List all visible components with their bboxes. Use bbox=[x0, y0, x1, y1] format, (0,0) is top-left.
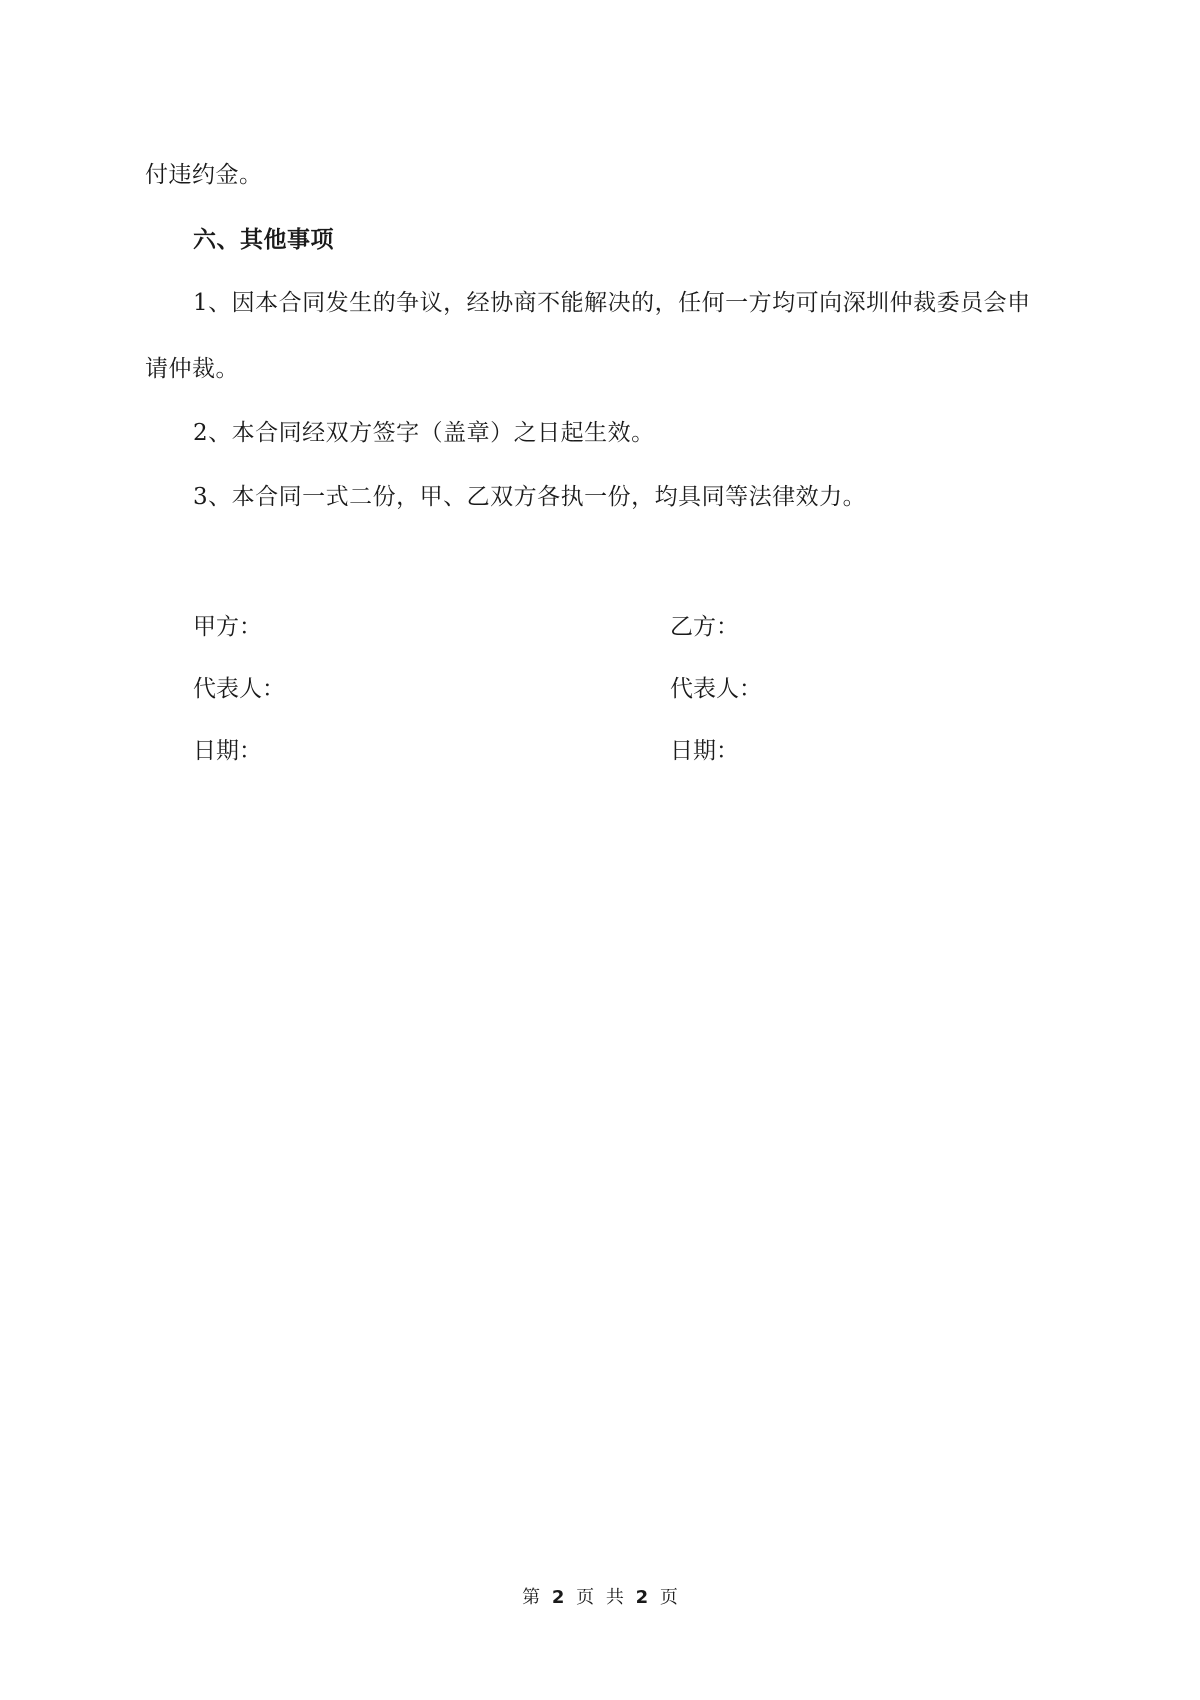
item-3: 3、本合同一式二份，甲、乙双方各执一份，均具同等法律效力。 bbox=[193, 484, 867, 510]
footer-middle: 页 共 bbox=[576, 1587, 624, 1608]
party-b-label: 乙方： bbox=[670, 614, 739, 640]
item-2: 2、本合同经双方签字（盖章）之日起生效。 bbox=[193, 420, 655, 446]
party-a-date: 日期： bbox=[193, 738, 262, 764]
party-a-label: 甲方： bbox=[193, 614, 262, 640]
party-b-representative: 代表人： bbox=[670, 676, 762, 702]
continuation-text: 付违约金。 bbox=[145, 162, 263, 188]
footer-suffix: 页 bbox=[659, 1587, 678, 1608]
total-pages-number: 2 bbox=[635, 1587, 649, 1608]
page-footer bbox=[0, 1586, 1200, 1610]
party-b-date: 日期： bbox=[670, 738, 739, 764]
party-a-representative: 代表人： bbox=[193, 676, 285, 702]
current-page-number: 2 bbox=[551, 1587, 565, 1608]
item-1-line-1: 1、因本合同发生的争议，经协商不能解决的，任何一方均可向深圳仲裁委员会申 bbox=[193, 290, 1031, 316]
section-six-heading: 六、其他事项 bbox=[193, 227, 334, 253]
item-1-line-2: 请仲裁。 bbox=[145, 356, 239, 382]
footer-prefix: 第 bbox=[522, 1587, 541, 1608]
